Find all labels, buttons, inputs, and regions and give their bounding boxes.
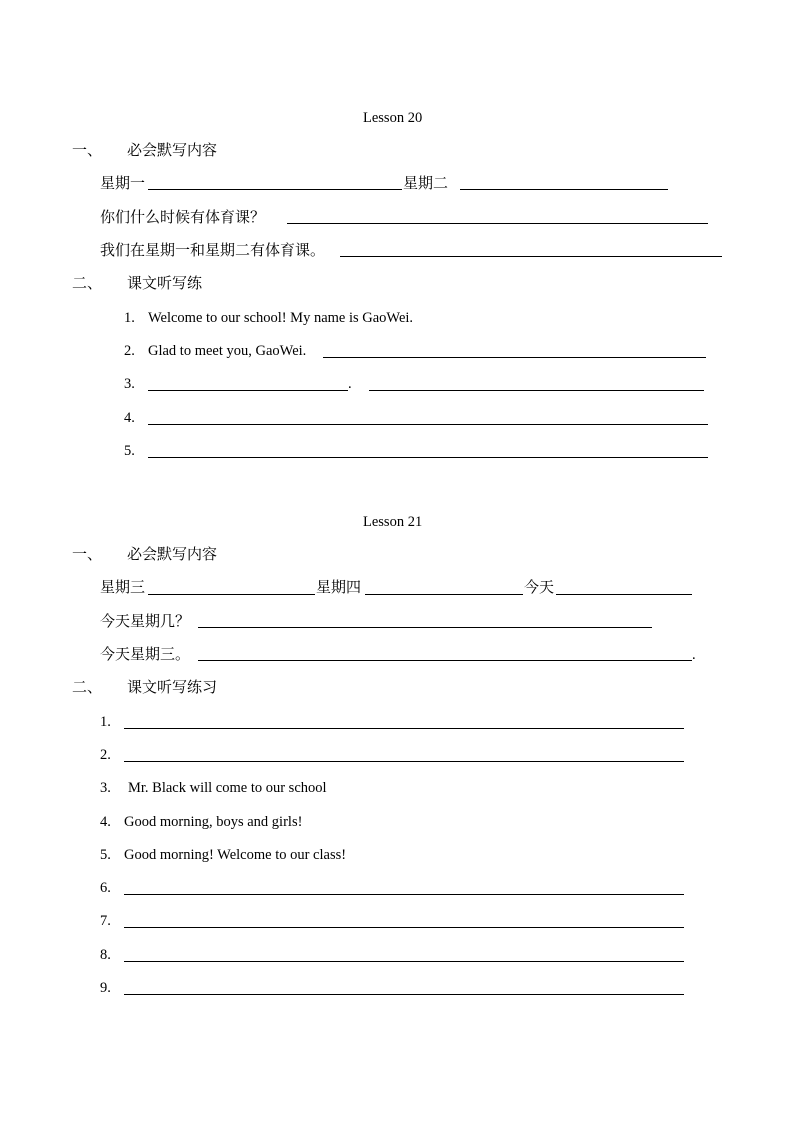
l21-thursday-blank[interactable] — [365, 594, 523, 595]
l20-item3-blank-a[interactable] — [148, 390, 348, 391]
l20-section1-number: 一、 — [72, 141, 103, 159]
l20-item3-number: 3. — [124, 376, 135, 392]
l21-section1-number: 一、 — [72, 545, 103, 563]
l20-question: 你们什么时候有体育课？ — [100, 208, 266, 226]
l20-monday-blank[interactable] — [148, 189, 402, 190]
l20-answer-blank[interactable] — [340, 256, 722, 257]
l21-question: 今天星期几？ — [100, 612, 191, 630]
l21-wednesday-label: 星期三 — [100, 578, 146, 596]
l21-today-label: 今天 — [524, 578, 555, 596]
l21-today-blank[interactable] — [556, 594, 692, 595]
l20-item3-period: . — [348, 376, 352, 392]
l20-tuesday-label: 星期二 — [403, 174, 449, 192]
l21-section2-number: 二、 — [72, 678, 103, 696]
l20-item4-number: 4. — [124, 410, 135, 426]
l21-answer-period: . — [692, 647, 696, 663]
lesson21-title: Lesson 21 — [363, 514, 423, 530]
l20-tuesday-blank[interactable] — [460, 189, 668, 190]
l21-question-blank[interactable] — [198, 627, 652, 628]
l21-item2-number: 2. — [100, 747, 111, 763]
l20-section2-title: 课文听写练 — [127, 274, 203, 292]
l21-item5-number: 5. — [100, 847, 111, 863]
l20-item1-text: Welcome to our school! My name is GaoWei. — [148, 310, 414, 326]
l21-item2-blank[interactable] — [124, 761, 684, 762]
l21-item1-number: 1. — [100, 714, 111, 730]
l20-monday-label: 星期一 — [100, 174, 146, 192]
l21-item3-text: Mr. Black will come to our school — [128, 780, 327, 796]
l20-item2-text: Glad to meet you, GaoWei. — [148, 343, 307, 359]
l21-item4-text: Good morning, boys and girls! — [124, 814, 303, 830]
l21-section2-title: 课文听写练习 — [127, 678, 218, 696]
l20-item2-blank[interactable] — [323, 357, 706, 358]
l20-section2-number: 二、 — [72, 274, 103, 292]
l21-item7-number: 7. — [100, 913, 111, 929]
l20-item4-blank[interactable] — [148, 424, 708, 425]
l20-question-blank[interactable] — [287, 223, 708, 224]
l21-item8-blank[interactable] — [124, 961, 684, 962]
l21-item6-number: 6. — [100, 880, 111, 896]
l21-answer-blank[interactable] — [198, 660, 692, 661]
l21-wednesday-blank[interactable] — [148, 594, 315, 595]
l21-answer: 今天星期三。 — [100, 645, 191, 663]
l21-item9-blank[interactable] — [124, 994, 684, 995]
l20-item3-blank-b[interactable] — [369, 390, 704, 391]
l21-item3-number: 3. — [100, 780, 111, 796]
l20-answer: 我们在星期一和星期二有体育课。 — [100, 241, 326, 259]
l21-thursday-label: 星期四 — [316, 578, 362, 596]
l20-item1-number: 1. — [124, 310, 135, 326]
l20-item5-number: 5. — [124, 443, 135, 459]
l21-item9-number: 9. — [100, 980, 111, 996]
l21-section1-title: 必会默写内容 — [127, 545, 218, 563]
l21-item4-number: 4. — [100, 814, 111, 830]
lesson20-title: Lesson 20 — [363, 110, 423, 126]
l20-item2-number: 2. — [124, 343, 135, 359]
l21-item1-blank[interactable] — [124, 728, 684, 729]
l21-item7-blank[interactable] — [124, 927, 684, 928]
l20-section1-title: 必会默写内容 — [127, 141, 218, 159]
l21-item5-text: Good morning! Welcome to our class! — [124, 847, 347, 863]
l20-item5-blank[interactable] — [148, 457, 708, 458]
l21-item6-blank[interactable] — [124, 894, 684, 895]
l21-item8-number: 8. — [100, 947, 111, 963]
